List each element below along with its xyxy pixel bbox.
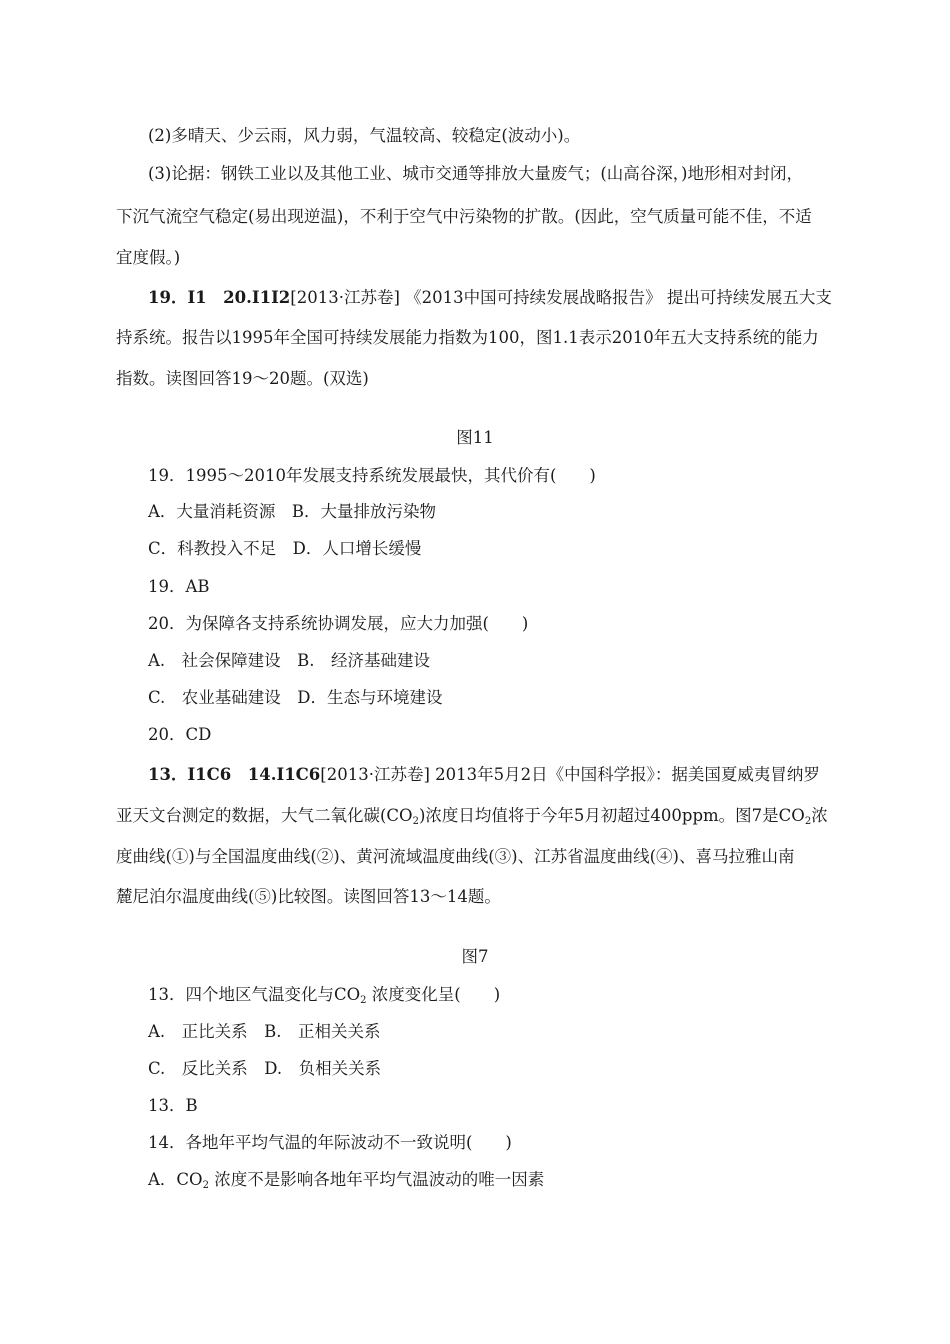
answer-paragraph-3-line-3: 宜度假。) (116, 248, 181, 267)
question-tag: 13．I1C6 14.I1C6 (148, 765, 321, 784)
text-segment: 浓度不是影响各地年平均气温波动的唯一因素 (208, 1170, 545, 1189)
text-segment: A．CO (148, 1170, 203, 1189)
question-20-stem: 20．为保障各支持系统协调发展，应大力加强( ) (148, 614, 529, 633)
question-20-options-cd: C. 农业基础建设 D．生态与环境建设 (148, 688, 443, 707)
question-13-14-text-line-4: 麓尼泊尔温度曲线(⑤)比较图。读图回答13～14题。 (116, 887, 501, 906)
answer-paragraph-2: (2)多晴天、少云雨，风力弱，气温较高、较稳定(波动小)。 (148, 126, 581, 145)
text-segment: 浓 (811, 806, 828, 825)
text-segment: 13．四个地区气温变化与CO (148, 985, 361, 1004)
question-19-20-text-line-2: 持系统。报告以1995年全国可持续发展能力指数为100，图1.1表示2010年五大支持系统的能力 (116, 328, 819, 347)
question-19-options-ab: A．大量消耗资源 B．大量排放污染物 (148, 502, 437, 521)
question-13-stem (148, 985, 500, 1011)
text-segment: )浓度日均值将于今年5月初超过400ppm。图7是CO (418, 806, 805, 825)
question-19-20-text-line-3: 指数。读图回答19～20题。(双选) (116, 369, 369, 388)
question-13-options-cd: C. 反比关系 D. 负相关关系 (148, 1059, 382, 1078)
figure-caption: 图11 (456, 428, 494, 447)
subscript: 2 (202, 1180, 209, 1191)
text-segment: 浓度变化呈( ) (366, 985, 501, 1004)
question-14-option-a (148, 1170, 544, 1196)
question-19-options-cd: C．科教投入不足 D．人口增长缓慢 (148, 539, 422, 558)
question-13-14-text-line-2 (116, 806, 828, 832)
figure-caption: 图7 (461, 947, 489, 966)
question-19-answer: 19．AB (148, 577, 210, 596)
question-tag: 19．I1 20.I1I2 (148, 288, 291, 307)
subscript: 2 (360, 995, 367, 1006)
question-13-options-ab: A. 正比关系 B. 正相关关系 (148, 1022, 381, 1041)
answer-paragraph-3-line-1: (3)论据：钢铁工业以及其他工业、城市交通等排放大量废气；(山高谷深，)地形相对封闭， (148, 164, 803, 183)
subscript: 2 (412, 816, 419, 827)
text-segment: 亚天文台测定的数据，大气二氧化碳(CO (116, 806, 413, 825)
subscript: 2 (804, 816, 812, 827)
question-19-stem: 19．1995～2010年发展支持系统发展最快，其代价有( ) (148, 466, 596, 485)
question-source: [2013·江苏卷] 《2013中国可持续发展战略报告》 提出可持续发展五大支 (290, 288, 832, 307)
question-14-stem: 14．各地年平均气温的年际波动不一致说明( ) (148, 1133, 512, 1152)
answer-paragraph-3-line-2: 下沉气流空气稳定(易出现逆温)，不利于空气中污染物的扩散。(因此，空气质量可能不佳，不适 (116, 207, 812, 226)
question-13-14-text-line-3: 度曲线(①)与全国温度曲线(②)、黄河流域温度曲线(③)、江苏省温度曲线(④)、喜马拉雅山南 (116, 847, 795, 866)
question-source: [2013·江苏卷] 2013年5月2日《中国科学报》：据美国夏威夷冒纳罗 (320, 765, 820, 784)
question-13-14-heading (148, 765, 820, 785)
question-13-answer: 13．B (148, 1096, 198, 1115)
question-20-answer: 20．CD (148, 725, 212, 744)
question-20-options-ab: A. 社会保障建设 B. 经济基础建设 (148, 651, 431, 670)
question-19-20-heading (148, 288, 832, 308)
